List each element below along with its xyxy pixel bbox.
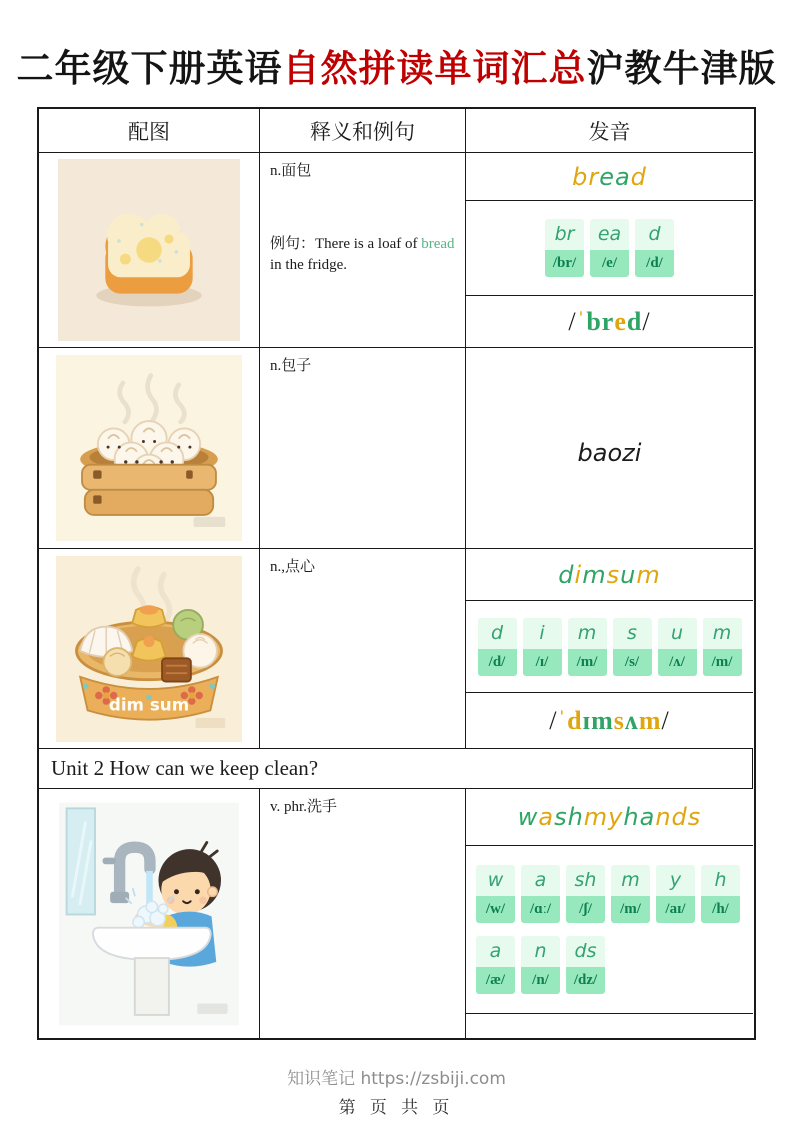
dimsum-pronunciation-cell (466, 549, 753, 749)
dimsum-image (56, 555, 242, 743)
bread-image-cell (39, 153, 260, 348)
text-segment: / (661, 705, 670, 735)
text-segment: a (639, 803, 656, 831)
title-prefix: 二年级下册英语 (16, 48, 283, 89)
baozi-word: baozi (577, 439, 642, 467)
wash-phonics-boxes (466, 846, 753, 1014)
text-segment: ds (671, 803, 702, 831)
phonics-ipa: /e/ (590, 250, 629, 277)
phonics-letter: m (568, 618, 607, 649)
wash-definition-cell (260, 789, 466, 1038)
phonics-box (590, 219, 629, 277)
text-segment: in the fridge. (270, 257, 348, 273)
siu-mai-back (132, 605, 165, 627)
column-header-definition: 释义和例句 (260, 109, 466, 153)
text-segment: ea (599, 162, 631, 191)
text-segment: / (549, 705, 558, 735)
text-segment: h (623, 803, 640, 831)
wash-definition: v. phr.洗手 (270, 799, 337, 815)
phonics-ipa: /h/ (701, 896, 740, 923)
phonics-letter: a (476, 936, 515, 967)
text-segment: ɪ (582, 705, 592, 735)
phonics-letter: d (635, 219, 674, 250)
phonics-ipa: /dz/ (566, 967, 605, 994)
phonics-box (566, 936, 605, 994)
phonics-ipa: /m/ (568, 649, 607, 676)
phonics-ipa: /ɪ/ (523, 649, 562, 676)
text-segment: d (630, 162, 647, 191)
text-segment: There is a loaf of (315, 236, 422, 252)
bread-word (466, 153, 753, 201)
phonics-letter: ds (566, 936, 605, 967)
dimsum-caption: dim sum (108, 693, 190, 714)
phonics-letter: ea (590, 219, 629, 250)
text-segment: d (558, 560, 575, 589)
footer-page-number: 第 页 共 页 (338, 1098, 455, 1117)
phonics-ipa: /d/ (635, 250, 674, 277)
bread-example (270, 234, 455, 276)
column-header-image: 配图 (39, 109, 260, 153)
bread-definition: n.面包 (270, 163, 312, 179)
phonics-ipa: /br/ (545, 250, 584, 277)
phonics-ipa: /w/ (476, 896, 515, 923)
phonics-letter: br (545, 219, 584, 250)
phonics-ipa: /n/ (521, 967, 560, 994)
text-segment: br (572, 162, 600, 191)
baozi-image (56, 354, 242, 542)
text-segment: m (636, 560, 661, 589)
phonics-box (521, 936, 560, 994)
phonics-ipa: /m/ (703, 649, 742, 676)
phonics-letter: i (523, 618, 562, 649)
phonics-box (658, 618, 697, 676)
phonics-letter: m (611, 865, 650, 896)
text-segment: m (591, 705, 614, 735)
example-label: 例句： (270, 236, 316, 252)
dimsum-definition-cell (260, 549, 466, 749)
phonics-ipa: /æ/ (476, 967, 515, 994)
phonics-letter: s (613, 618, 652, 649)
title-highlight: 自然拼读单词汇总 (282, 48, 587, 89)
text-segment: m (583, 803, 609, 831)
text-segment: d (567, 705, 583, 735)
phonics-ipa: /ʌ/ (658, 649, 697, 676)
text-segment: w (517, 803, 539, 831)
text-segment: sh (554, 803, 584, 831)
wash-image-cell (39, 789, 260, 1038)
phonics-box (521, 865, 560, 923)
text-segment: d (626, 306, 643, 336)
bread-image (58, 159, 240, 341)
wash-ipa-row-empty (466, 1014, 753, 1038)
phonics-box (476, 865, 515, 923)
phonics-box (523, 618, 562, 676)
phonics-ipa: /s/ (613, 649, 652, 676)
dimsum-word (466, 549, 753, 601)
dimsum-definition: n.,点心 (270, 559, 316, 575)
bread-pronunciation-cell (466, 153, 753, 348)
dumpling-front (103, 648, 131, 676)
phonics-ipa: /m/ (611, 896, 650, 923)
text-segment: br (586, 306, 615, 336)
phonics-ipa: /d/ (478, 649, 517, 676)
footer-site-link[interactable]: 知识笔记 https://zsbiji.com (287, 1069, 506, 1089)
phonics-box (478, 618, 517, 676)
unit-header: Unit 2 How can we keep clean? (39, 749, 753, 789)
phonics-box (566, 865, 605, 923)
baozi-pronunciation-cell (466, 348, 753, 549)
phonics-letter: m (703, 618, 742, 649)
bread-definition-cell (260, 153, 466, 348)
phonics-box (476, 936, 515, 994)
phonics-letter: a (521, 865, 560, 896)
watermark-badge (196, 717, 226, 727)
braised-cube (162, 658, 191, 681)
phonics-box (656, 865, 695, 923)
dimsum-image-cell (39, 549, 260, 749)
phonics-ipa: /ʃ/ (566, 896, 605, 923)
column-header-pronunciation: 发音 (466, 109, 753, 153)
phonics-letter: n (521, 936, 560, 967)
text-segment: u (620, 560, 637, 589)
text-segment: ˈ (557, 705, 568, 735)
baozi-definition: n.包子 (270, 358, 312, 374)
text-segment: n (655, 803, 672, 831)
text-segment: m (582, 560, 607, 589)
text-segment: e (614, 306, 627, 336)
text-segment: a (538, 803, 555, 831)
text-segment: / (642, 306, 651, 336)
phonics-box (613, 618, 652, 676)
phonics-letter: y (656, 865, 695, 896)
watermark-badge (194, 517, 226, 527)
text-segment: s (613, 705, 625, 735)
baozi-definition-cell (260, 348, 466, 549)
text-segment: m (638, 705, 662, 735)
phonics-letter: h (701, 865, 740, 896)
text-segment: bread (421, 236, 455, 252)
phonics-box-row (466, 936, 753, 994)
dimsum-phonics-boxes (466, 601, 753, 693)
phonics-box (635, 219, 674, 277)
text-segment: s (606, 560, 621, 589)
phonics-letter: w (476, 865, 515, 896)
phonics-letter: u (658, 618, 697, 649)
wash-word (466, 789, 753, 846)
text-segment: / (568, 306, 577, 336)
wash-pronunciation-cell (466, 789, 753, 1038)
text-segment: ʌ (624, 705, 639, 735)
wash-hands-image (59, 796, 239, 1032)
phonics-box (611, 865, 650, 923)
bread-ipa (466, 296, 753, 347)
phonics-letter: sh (566, 865, 605, 896)
phonics-box-row (466, 219, 753, 277)
phonics-box (568, 618, 607, 676)
text-segment: i (574, 560, 583, 589)
page-title (0, 38, 793, 92)
phonics-ipa: /aɪ/ (656, 896, 695, 923)
phonics-ipa: /ɑː/ (521, 896, 560, 923)
phonics-letter: d (478, 618, 517, 649)
text-segment: ˈ (576, 306, 587, 336)
phonics-box (545, 219, 584, 277)
text-segment: y (608, 803, 624, 831)
phonics-box (703, 618, 742, 676)
title-suffix: 沪教牛津版 (586, 48, 777, 89)
phonics-box (701, 865, 740, 923)
phonics-table (37, 107, 756, 1040)
phonics-box-row (466, 618, 753, 676)
bread-phonics-boxes (466, 201, 753, 296)
dimsum-ipa (466, 693, 753, 748)
watermark-badge (197, 1003, 227, 1013)
baozi-image-cell (39, 348, 260, 549)
phonics-box-row (466, 865, 753, 923)
